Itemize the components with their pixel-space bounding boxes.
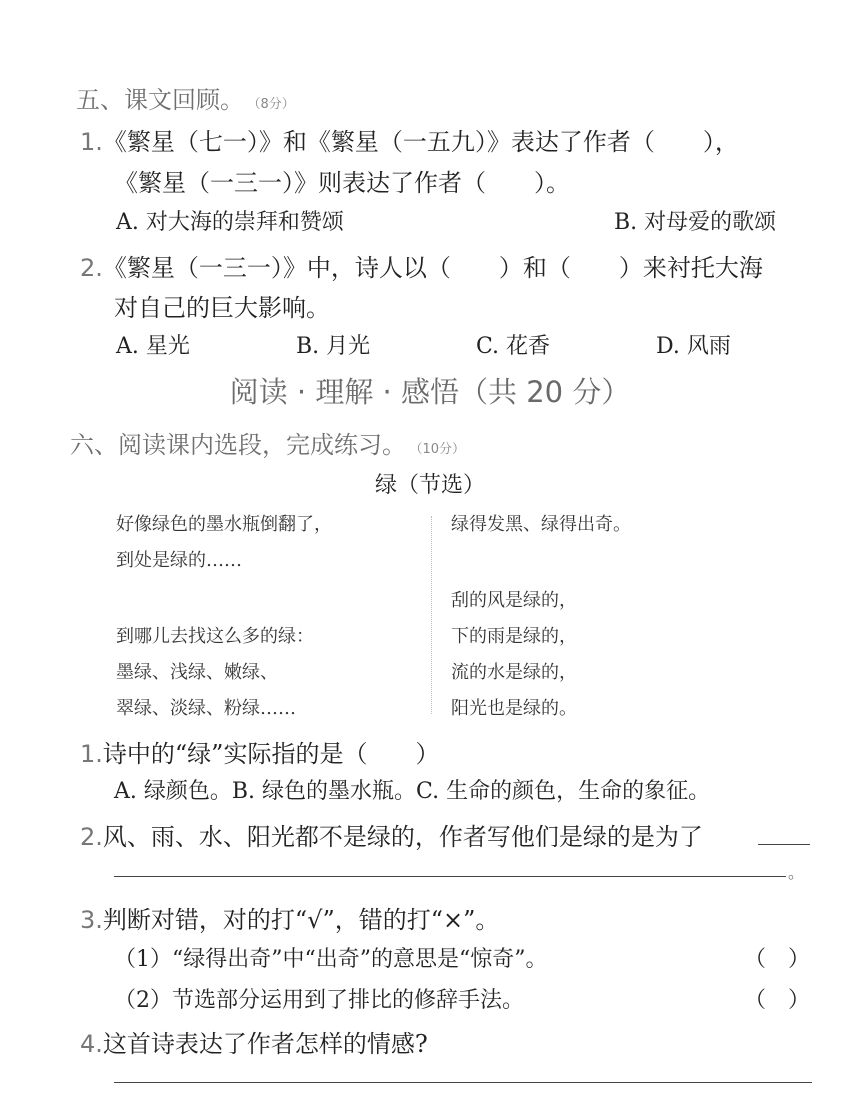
- section-six-heading: [70, 425, 465, 460]
- poem-line: 下的雨是绿的，: [451, 626, 577, 647]
- question-6-4: [80, 1024, 428, 1059]
- poem-line: 流的水是绿的，: [451, 662, 577, 683]
- question-text: 《繁星（七一）》和《繁星（一五九）》表达了作者（ ），: [102, 128, 739, 156]
- option-d: D. 风雨: [656, 334, 731, 359]
- option-a: A. 对大海的崇拜和赞颂: [116, 210, 344, 235]
- question-text: 诗中的“绿”实际指的是（ ）: [102, 740, 440, 768]
- question-text: 这首诗表达了作者怎样的情感?: [102, 1030, 428, 1058]
- poem-line: 绿得发黑、绿得出奇。: [451, 514, 631, 535]
- section-six-title: 六、阅读课内选段，完成练习。: [70, 431, 406, 459]
- option-c: C. 花香: [476, 334, 551, 359]
- poem-line: 好像绿色的墨水瓶倒翻了，: [116, 514, 332, 535]
- option-b: B. 月光: [296, 334, 371, 359]
- question-number: 1.: [80, 740, 103, 768]
- question-5-1-line1: [80, 122, 739, 157]
- section-banner: 阅读 · 理解 · 感悟（共 20 分）: [229, 375, 631, 409]
- question-number: 3.: [80, 906, 103, 934]
- section-five-heading: [76, 80, 295, 115]
- question-5-2-line2: 对自己的巨大影响。: [114, 294, 330, 322]
- question-number: 2.: [80, 254, 103, 282]
- poem-line: 墨绿、浅绿、嫩绿、: [116, 662, 278, 683]
- judge-answer-1[interactable]: （ ）: [744, 947, 811, 972]
- answer-line[interactable]: [114, 876, 786, 877]
- poem-line: 刮的风是绿的，: [451, 590, 577, 611]
- question-6-1: [80, 734, 439, 769]
- section-five-title: 五、课文回顾。: [76, 86, 244, 114]
- poem-line: 到哪儿去找这么多的绿：: [116, 626, 314, 647]
- judge-answer-2[interactable]: （ ）: [744, 988, 811, 1013]
- poem-title: 绿（节选）: [374, 473, 485, 498]
- question-text: 风、雨、水、阳光都不是绿的，作者写他们是绿的是为了: [102, 823, 703, 851]
- question-text: 判断对错，对的打“√”，错的打“×”。: [102, 906, 500, 934]
- section-five-score: （8分）: [254, 97, 295, 112]
- option-a: A. 星光: [116, 334, 190, 359]
- question-number: 1.: [80, 128, 103, 156]
- section-six-score: （10分）: [416, 442, 466, 457]
- question-text: 《繁星（一三一）》中，诗人以（ ）和（ ）来衬托大海: [102, 254, 763, 282]
- question-5-2-line1: [80, 248, 763, 283]
- judge-item-1: （1）“绿得出奇”中“出奇”的意思是“惊奇”。: [114, 947, 548, 972]
- question-5-1-line2: 《繁星（一三一）》则表达了作者（ ）。: [114, 169, 570, 197]
- poem-line: 阳光也是绿的。: [451, 698, 577, 719]
- question-number: 2.: [80, 823, 103, 851]
- poem-line: 翠绿、淡绿、粉绿……: [116, 698, 296, 719]
- question-6-1-options: A. 绿颜色。B. 绿色的墨水瓶。C. 生命的颜色，生命的象征。: [114, 779, 711, 804]
- sentence-end-mark: 。: [788, 863, 805, 882]
- answer-line[interactable]: [114, 1082, 812, 1083]
- question-6-3: [80, 900, 499, 935]
- answer-line[interactable]: [758, 844, 810, 845]
- judge-item-2: （2）节选部分运用到了排比的修辞手法。: [114, 988, 524, 1013]
- option-b: B. 对母爱的歌颂: [614, 210, 777, 235]
- poem-line: 到处是绿的……: [116, 550, 242, 571]
- question-number: 4.: [80, 1030, 103, 1058]
- poem-divider: [431, 516, 432, 714]
- question-6-2: [80, 817, 703, 852]
